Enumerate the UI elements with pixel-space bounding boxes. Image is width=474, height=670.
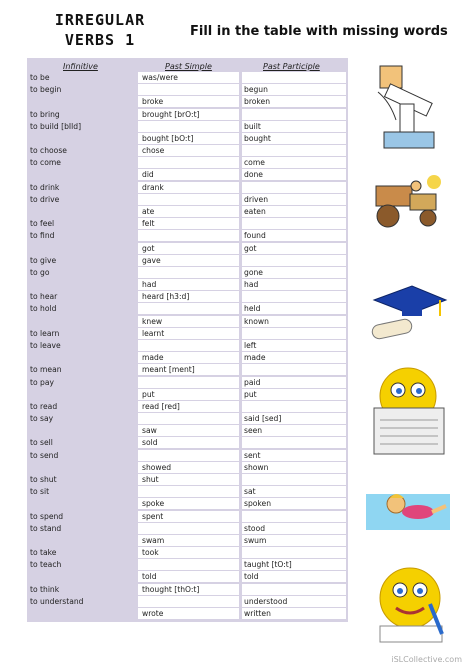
infinitive-cell [30,206,134,217]
past-simple-cell[interactable]: brought [brO:t] [138,109,239,120]
table-row [27,328,348,340]
past-participle-cell[interactable] [242,218,346,229]
past-simple-cell[interactable]: chose [138,145,239,156]
writing-smiley-illustration [370,564,450,646]
header-past-participle: Past Participle [263,62,320,71]
past-participle-cell[interactable]: told [242,571,346,582]
infinitive-cell: to sit [30,487,50,497]
past-participle-cell[interactable]: built [242,121,346,132]
infinitive-cell: to think [30,584,60,594]
infinitive-cell [30,389,134,400]
table-row [27,194,348,206]
past-simple-cell[interactable] [138,267,239,278]
past-simple-cell[interactable]: took [138,547,239,558]
past-simple-cell[interactable]: spent [138,511,239,522]
past-participle-cell[interactable]: put [242,389,346,400]
past-participle-cell[interactable]: found [242,230,346,241]
infinitive-cell [30,316,134,327]
past-simple-cell[interactable]: sold [138,437,239,448]
infinitive-cell: to go [30,267,50,277]
past-participle-cell[interactable]: written [242,608,346,619]
table-row [27,206,348,218]
table-row [27,96,348,108]
past-simple-cell[interactable]: made [138,352,239,363]
table-row [27,291,348,303]
infinitive-cell: to bring [30,109,60,119]
past-participle-cell[interactable] [242,255,346,266]
infinitive-cell: to drive [30,194,60,204]
table-row [27,340,348,352]
tractor-illustration [372,172,448,230]
table-row [27,437,348,449]
past-participle-cell[interactable]: known [242,316,346,327]
table-row [27,425,348,437]
table-row [27,84,348,96]
past-simple-cell[interactable]: was/were [138,72,239,83]
past-simple-cell[interactable]: told [138,571,239,582]
infinitive-cell [30,169,134,180]
table-row [27,413,348,425]
past-participle-cell[interactable] [242,437,346,448]
infinitive-cell: to teach [30,560,62,570]
infinitive-cell: to feel [30,219,55,229]
table-row [27,523,348,535]
past-participle-cell[interactable]: shown [242,462,346,473]
past-participle-cell[interactable] [242,364,346,375]
header-past-simple: Past Simple [165,62,212,71]
past-simple-cell[interactable]: thought [thO:t] [138,584,239,595]
past-simple-cell[interactable] [138,84,239,95]
past-simple-cell[interactable] [138,303,239,314]
infinitive-cell: to choose [30,146,67,156]
past-participle-cell[interactable] [242,109,346,120]
past-simple-cell[interactable]: saw [138,425,239,436]
infinitive-cell: to give [30,255,57,265]
past-simple-cell[interactable] [138,121,239,132]
infinitive-cell: to send [30,450,59,460]
past-participle-cell[interactable] [242,474,346,485]
table-row [27,255,348,267]
past-participle-cell[interactable] [242,401,346,412]
infinitive-cell: to understand [30,596,84,606]
header-infinitive: Infinitive [63,62,98,71]
past-simple-cell[interactable]: got [138,243,239,254]
infinitive-cell: to drink [30,182,60,192]
infinitive-cell: to read [30,401,58,411]
infinitive-cell: to spend [30,511,64,521]
past-participle-cell[interactable]: seen [242,425,346,436]
past-simple-cell[interactable]: heard [h3:d] [138,291,239,302]
newspaper-smiley-illustration [368,366,450,458]
table-row [27,364,348,376]
past-simple-cell[interactable] [138,340,239,351]
infinitive-cell: to find [30,231,55,241]
table-row [27,547,348,559]
past-simple-cell[interactable]: broke [138,96,239,107]
table-row [27,352,348,364]
table-row [27,72,348,84]
table-row [27,608,348,620]
table-row [27,559,348,571]
past-simple-cell[interactable]: wrote [138,608,239,619]
infinitive-cell: to be [30,73,50,82]
table-row [27,121,348,133]
infinitive-cell: to hold [30,304,57,314]
table-row [27,133,348,145]
past-simple-cell[interactable]: did [138,169,239,180]
infinitive-cell [30,608,134,619]
past-participle-cell[interactable]: eaten [242,206,346,217]
past-simple-cell[interactable] [138,596,239,607]
past-simple-cell[interactable]: read [red] [138,401,239,412]
past-simple-cell[interactable] [138,450,239,461]
past-participle-cell[interactable] [242,547,346,558]
past-simple-cell[interactable]: felt [138,218,239,229]
past-simple-cell[interactable]: gave [138,255,239,266]
past-simple-cell[interactable]: learnt [138,328,239,339]
table-row [27,243,348,255]
table-row [27,279,348,291]
past-simple-cell[interactable] [138,377,239,388]
past-participle-cell[interactable]: had [242,279,346,290]
table-row [27,389,348,401]
swimmer-illustration [366,484,450,534]
past-participle-cell[interactable]: left [242,340,346,351]
watermark: iSLCollective.com [391,655,462,664]
past-participle-cell[interactable]: made [242,352,346,363]
infinitive-cell: to hear [30,292,58,302]
past-participle-cell[interactable]: understood [242,596,346,607]
past-participle-cell[interactable] [242,291,346,302]
graduation-cap-illustration [368,282,448,346]
infinitive-cell [30,462,134,473]
past-participle-cell[interactable] [242,328,346,339]
table-row [27,462,348,474]
past-simple-cell[interactable] [138,194,239,205]
past-simple-cell[interactable] [138,413,239,424]
past-participle-cell[interactable]: swum [242,535,346,546]
table-row [27,182,348,194]
table-row [27,230,348,242]
past-participle-cell[interactable]: come [242,157,346,168]
past-participle-cell[interactable]: broken [242,96,346,107]
table-row [27,498,348,510]
past-simple-cell[interactable]: bought [bO:t] [138,133,239,144]
past-participle-cell[interactable]: bought [242,133,346,144]
infinitive-cell: to sell [30,438,53,448]
infinitive-cell: to mean [30,365,62,375]
past-participle-cell[interactable] [242,145,346,156]
injured-arm-illustration [372,62,444,154]
title-line-2: VERBS 1 [64,31,136,49]
table-row [27,109,348,121]
past-simple-cell[interactable]: ate [138,206,239,217]
table-row [27,584,348,596]
infinitive-cell: to say [30,414,54,423]
past-participle-cell[interactable] [242,584,346,595]
table-row [27,596,348,608]
infinitive-cell: to begin [30,85,62,95]
table-row [27,157,348,169]
past-simple-cell[interactable]: showed [138,462,239,473]
past-participle-cell[interactable]: stood [242,523,346,534]
infinitive-cell: to shut [30,474,57,484]
past-participle-cell[interactable]: taught [tO:t] [242,559,346,570]
infinitive-cell [30,96,134,107]
infinitive-cell: to take [30,548,57,557]
past-participle-cell[interactable]: sent [242,450,346,461]
past-simple-cell[interactable] [138,523,239,534]
infinitive-cell: to leave [30,341,61,350]
table-row [27,450,348,462]
table-row [27,169,348,181]
infinitive-cell [30,535,134,546]
worksheet-title [35,10,165,50]
table-row [27,218,348,230]
table-row [27,267,348,279]
past-simple-cell[interactable]: knew [138,316,239,327]
past-simple-cell[interactable] [138,559,239,570]
past-participle-cell[interactable]: sat [242,486,346,497]
infinitive-cell [30,571,134,582]
table-row [27,511,348,523]
title-line-1: IRREGULAR [54,11,146,29]
table-row [27,401,348,413]
past-simple-cell[interactable]: had [138,279,239,290]
past-participle-cell[interactable]: gone [242,267,346,278]
past-simple-cell[interactable] [138,230,239,241]
infinitive-cell: to stand [30,523,62,533]
past-participle-cell[interactable] [242,72,346,83]
past-simple-cell[interactable] [138,486,239,497]
past-simple-cell[interactable]: put [138,389,239,400]
table-row [27,486,348,498]
infinitive-cell: to pay [30,377,55,387]
past-participle-cell[interactable]: said [sed] [242,413,346,424]
table-row [27,145,348,157]
past-simple-cell[interactable]: spoke [138,498,239,509]
table-row [27,474,348,486]
past-participle-cell[interactable]: paid [242,377,346,388]
table-row [27,303,348,315]
table-row [27,316,348,328]
infinitive-cell [30,243,134,254]
past-participle-cell[interactable]: done [242,169,346,180]
past-participle-cell[interactable]: driven [242,194,346,205]
infinitive-cell: to come [30,158,61,168]
infinitive-cell: to learn [30,328,60,338]
past-simple-cell[interactable] [138,157,239,168]
past-simple-cell[interactable]: swam [138,535,239,546]
table-row [27,571,348,583]
infinitive-cell [30,279,134,290]
past-simple-cell[interactable]: shut [138,474,239,485]
past-participle-cell[interactable]: got [242,243,346,254]
past-participle-cell[interactable] [242,182,346,193]
past-participle-cell[interactable]: begun [242,84,346,95]
infinitive-cell [30,133,134,144]
infinitive-cell: to build [bIld] [30,121,82,131]
table-row [27,377,348,389]
infinitive-cell [30,498,134,509]
past-participle-cell[interactable]: spoken [242,498,346,509]
infinitive-cell [30,425,134,436]
past-participle-cell[interactable] [242,511,346,522]
past-simple-cell[interactable]: meant [ment] [138,364,239,375]
table-row [27,535,348,547]
past-participle-cell[interactable]: held [242,303,346,314]
infinitive-cell [30,352,134,363]
instruction-text: Fill in the table with missing words [190,24,448,39]
past-simple-cell[interactable]: drank [138,182,239,193]
